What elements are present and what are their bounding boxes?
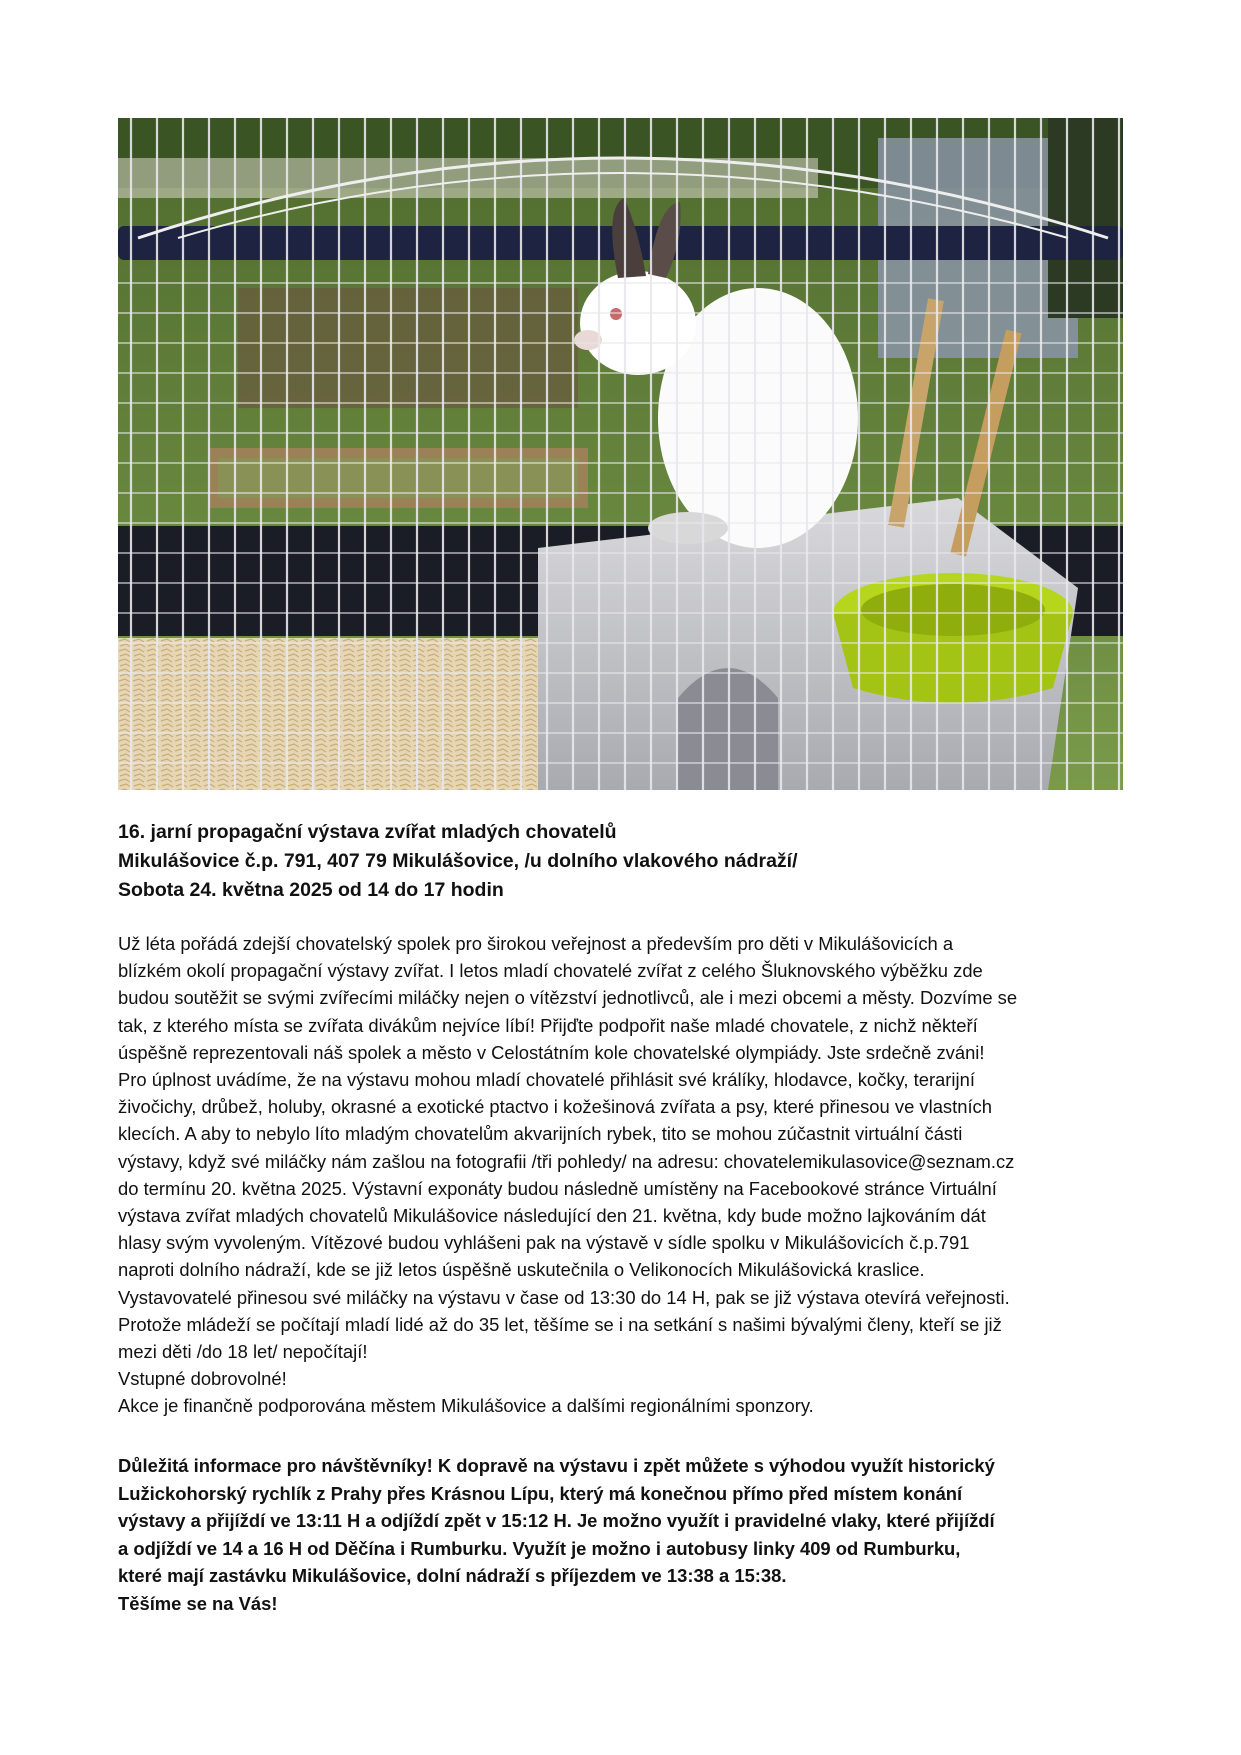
- notice-line: výstavy a přijíždí ve 13:11 H a odjíždí zpět v 15:12 H. Je možno využít i pravidelné vlaky, které přijíždí: [118, 1510, 995, 1531]
- body-line: Pro úplnost uvádíme, že na výstavu mohou mladí chovatelé přihlásit své králíky, hlodavce, kočky, terarijní: [118, 1069, 975, 1091]
- body-line: živočichy, drůbež, holuby, okrasné a exotické ptactvo i kožešinová zvířata a psy, které přinesou ve vlastních: [118, 1096, 992, 1118]
- event-heading: [118, 818, 1128, 905]
- notice-line: Lužickohorský rychlík z Prahy přes Krásnou Lípu, který má konečnou přímo před místem konání: [118, 1482, 963, 1504]
- body-line: Vystavovatelé přinesou své miláčky na výstavu v čase od 13:30 do 14 H, pak se již výstava otevírá veřejnosti.: [118, 1286, 1010, 1308]
- body-line: klecích. A aby to nebylo líto mladým chovatelům akvarijních rybek, tito se mohou zúčastnit virtuální části: [118, 1123, 963, 1145]
- notice-line: které mají zastávku Mikulášovice, dolní nádraží s příjezdem ve 13:38 a 15:38.: [118, 1565, 787, 1586]
- visitor-notice: [118, 1452, 1128, 1617]
- event-address: Mikulášovice č.p. 791, 407 79 Mikulášovice, /u dolního vlakového nádraží/: [118, 850, 798, 872]
- event-date: Sobota 24. května 2025 od 14 do 17 hodin: [118, 879, 504, 901]
- body-line: úspěšně reprezentovali náš spolek a město v Celostátním kole chovatelské olympiády. Jste srdečně zváni!: [118, 1041, 985, 1063]
- rabbit-in-cage-photo: [118, 118, 1123, 790]
- body-line: do termínu 20. května 2025. Výstavní exponáty budou následně umístěny na Facebookové stránce Virtuální: [118, 1177, 997, 1199]
- body-line: budou soutěžit se svými zvířecími miláčky nejen o vítězství jednotlivců, ale i mezi obcemi a městy. Dozvíme se: [118, 987, 1018, 1009]
- body-line: výstava zvířat mladých chovatelů Mikulášovice následující den 21. května, kdy bude možno lajkováním dát: [118, 1205, 986, 1227]
- body-line: Už léta pořádá zdejší chovatelský spolek pro širokou veřejnost a především pro děti v Mikulášovicích a: [118, 933, 954, 954]
- body-line: tak, z kterého místa se zvířata divákům nejvíce líbí! Přijďte podpořit naše mladé chovatele, z nichž někteří: [118, 1014, 978, 1036]
- body-line: hlasy svým vyvoleným. Vítězové budou vyhlášeni pak na výstavě v sídle spolku v Mikulášovicích č.p.791: [118, 1232, 970, 1254]
- body-line: Protože mládeží se počítají mladí lidé až do 35 let, těšíme se i na setkání s našimi bývalými členy, kteří se již: [118, 1313, 1002, 1335]
- photo-illustration: [118, 118, 1123, 790]
- notice-line: a odjíždí ve 14 a 16 H od Děčína i Rumburku. Využít je možno i autobusy linky 409 od Rumburku,: [118, 1537, 961, 1559]
- body-line: mezi děti /do 18 let/ nepočítají!: [118, 1341, 368, 1363]
- event-description: [118, 930, 1128, 1420]
- sponsor-line: Akce je finančně podporována městem Mikulášovice a dalšími regionálními sponzory.: [118, 1395, 814, 1417]
- closing-line: Těšíme se na Vás!: [118, 1592, 278, 1614]
- body-line-email: výstavy, když své miláčky nám zašlou na fotografii /tři pohledy/ na adresu: chovatelemikulasovice@seznam.cz: [118, 1150, 1015, 1172]
- body-line: blízkém okolí propagační výstavy zvířat. I letos mladí chovatelé zvířat z celého Šluknovského výběžku zde: [118, 960, 983, 982]
- event-title: 16. jarní propagační výstava zvířat mladých chovatelů: [118, 821, 617, 843]
- notice-line: Důležitá informace pro návštěvníky! K dopravě na výstavu i zpět můžete s výhodou využít historický: [118, 1455, 995, 1476]
- entry-fee-line: Vstupné dobrovolné!: [118, 1368, 287, 1390]
- body-line: naproti dolního nádraží, kde se již letos úspěšně uskutečnila o Velikonocích Mikulášovická kraslice.: [118, 1259, 925, 1281]
